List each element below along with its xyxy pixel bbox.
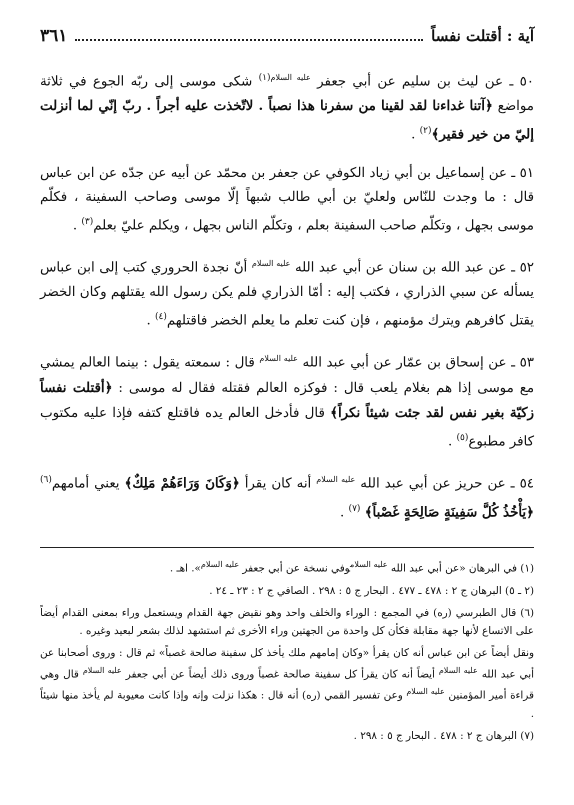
footnote-5 bbox=[40, 727, 534, 745]
footnote-3 bbox=[40, 604, 534, 640]
honorific: عليه السلام bbox=[251, 259, 291, 269]
footnote-marker: (٤) bbox=[154, 311, 167, 322]
footnote-marker: (٦) bbox=[40, 475, 52, 486]
footnotes bbox=[40, 556, 534, 744]
text-segment: ٥٤ ـ عن حريز عن أبي عبد الله bbox=[355, 476, 534, 492]
hadith-53 bbox=[40, 347, 534, 454]
honorific: عليه السلام bbox=[200, 560, 240, 570]
text-segment: . bbox=[72, 218, 82, 234]
text-segment: أيضاً أنه كان يقرأ كل سفينة صالحة غصباً وروى ذلك أيضاً عن أبي جعفر bbox=[121, 668, 439, 681]
text-segment: ٥١ ـ عن إسماعيل بن أبي زياد الكوفي عن جعفر بن محمّد عن أبيه عن جدّه عن ابن عباس قال : ما وجدت للنّاس ولعليّ بن أبي طالب شبهاً إلّا موسى وصاحب السفينة ، فكلّم موسى بجهل ، وتكلّم صاحب السفينة بعلم ، وتكلّم الناس بجهل ، ويكلم عليّ بعلم bbox=[40, 165, 534, 234]
hadith-51 bbox=[40, 162, 534, 238]
honorific: عليه السلام bbox=[406, 687, 445, 697]
quran-quote: ﴿وَكَانَ وَرَاءَهُمْ مَلِكٌ﴾ bbox=[124, 475, 240, 492]
footnote-marker: (١) bbox=[258, 73, 271, 83]
text-segment: (٢ ـ ٥) البرهان ج ٢ : ٤٧٨ ـ ٤٧٧ . البحار ج ٥ : ٢٩٨ . الصافي ج ٢ : ٢٣ ـ ٢٤ . bbox=[209, 584, 534, 597]
page-number: ٣٦١ bbox=[40, 26, 68, 46]
text-segment: . bbox=[146, 313, 155, 329]
text-segment: . bbox=[411, 127, 420, 143]
text-segment: قال فأدخل العالم يده فاقتلع كتفه فإذا عليه مكتوب كافر مطبوع bbox=[40, 405, 534, 450]
text-segment: (١) في البرهان «عن أبي عبد الله bbox=[387, 562, 534, 575]
footnote-4 bbox=[40, 644, 534, 723]
honorific: عليه السلام bbox=[270, 73, 311, 82]
hadith-52 bbox=[40, 252, 534, 333]
text-segment: (٦) قال الطبرسي (ره) في المجمع : الوراء والخلف واحد وهو نقيض جهة القدام ويستعمل وراء بمعنى القدام أيضاً على الاتساع لأنها جهة مقابلة فكأن كل واحدة من الجهتين وراء الأخرى ثم استشهد لذلك بشعر لبعيد وغيره . bbox=[40, 606, 534, 637]
hadith-50 bbox=[40, 66, 534, 148]
honorific: عليه السلام bbox=[438, 665, 478, 675]
footnote-marker: (٣) bbox=[81, 216, 94, 227]
quran-quote: ﴿أقتلت نفساً زكيّة بغير نفس لقد جئت شيئاً نكراً﴾ bbox=[40, 379, 534, 421]
footnote-separator bbox=[40, 547, 534, 548]
text-segment: أنه كان يقرأ bbox=[239, 476, 317, 492]
hadith-54 bbox=[40, 468, 534, 525]
text-segment: قال : سمعته يقول : بينما العالم يمشي مع موسى إذا هم بغلام يلعب قال : فوكزه العالم فقتله فقال له موسى : bbox=[40, 355, 534, 396]
footnote-marker: (٥) bbox=[456, 432, 469, 443]
footnote-marker: (٧) bbox=[348, 503, 361, 514]
text-segment: وعن تفسير القمي (ره) أنه قال : هكذا نزلت وإنه وإذا كانت معيوبة لم يأخذ منها شيئاً . bbox=[40, 689, 534, 720]
text-segment: ». اهـ . bbox=[169, 562, 201, 575]
main-text bbox=[40, 66, 534, 525]
text-segment: (٧) البرهان ج ٢ : ٤٧٨ . البحار ج ٥ : ٢٩٨ . bbox=[353, 729, 534, 742]
quran-quote: ﴿يَأْخُذُ كُلَّ سَفِينَةٍ صَالِحَةٍ غَصْباً﴾ bbox=[364, 504, 534, 521]
text-segment: أنّ نجدة الحروري كتب إلى ابن عباس يسأله عن سبي الذراري ، فكتب إليه : أمّا الذراري فلم يكن رسول الله يقتلهم وكان الخضر يقتل كافرهم ويترك مؤمنهم ، فإن كنت تعلم ما يعلم الخضر فاقتلهم bbox=[40, 260, 534, 329]
text-segment: . bbox=[448, 434, 457, 450]
honorific: عليه السلام bbox=[259, 354, 298, 364]
footnote-1 bbox=[40, 556, 534, 577]
text-segment: ٥٢ ـ عن عبد الله بن سنان عن أبي عبد الله bbox=[290, 260, 534, 276]
honorific: عليه السلام bbox=[82, 665, 122, 675]
header-dotted-leader bbox=[75, 39, 423, 41]
footnote-2 bbox=[40, 582, 534, 600]
text-segment: ونقل أيضاً عن ابن عباس أنه كان يقرأ «وكان إمامهم ملك يأخذ كل سفينة صالحة غصباً» ثم قال : وروى أصحابنا عن أبي عبد الله bbox=[40, 646, 534, 681]
text-segment: ٥٣ ـ عن إسحاق بن عمّار عن أبي عبد الله bbox=[297, 355, 534, 371]
header-title: آية : أقتلت نفساً bbox=[431, 27, 534, 45]
footnote-marker: (٢) bbox=[419, 126, 432, 137]
quran-quote: ﴿آتنا غداءنا لقد لقينا من سفرنا هذا نصباً . لاتّخذت عليه أجراً . ربّ إنّي لما أنزلت إليّ من خير فقير﴾ bbox=[40, 98, 534, 143]
text-segment: قال وهي قراءة أمير المؤمنين bbox=[40, 668, 534, 702]
text-segment: شكى موسى إلى ربّه الجوع في ثلاثة مواضع bbox=[40, 74, 534, 115]
honorific: عليه السلام bbox=[350, 560, 388, 570]
honorific: عليه السلام bbox=[316, 475, 356, 485]
text-segment: يعني أمامهم bbox=[51, 476, 125, 492]
text-segment: وفي نسخة عن أبي جعفر bbox=[239, 562, 351, 575]
text-segment: ٥٠ ـ عن ليث بن سليم عن أبي جعفر bbox=[310, 74, 534, 90]
running-header bbox=[40, 26, 534, 52]
text-segment: . bbox=[340, 505, 349, 521]
